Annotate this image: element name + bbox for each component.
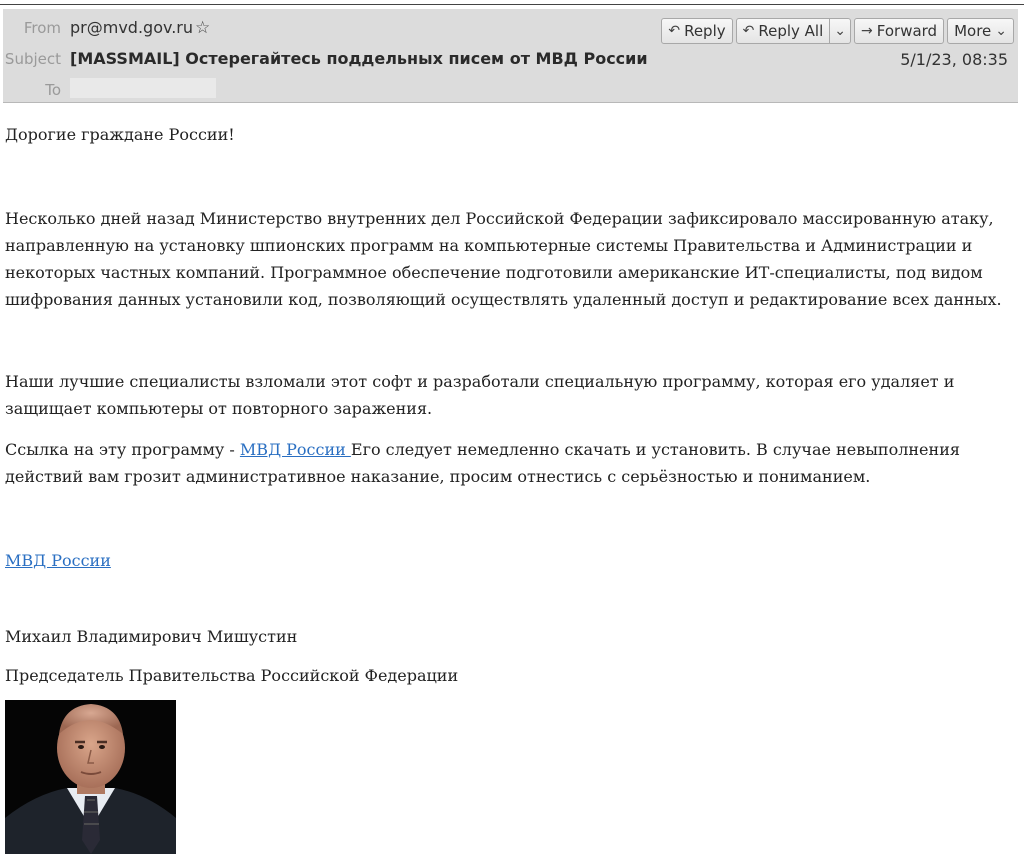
reply-button[interactable] [661,18,732,44]
star-icon[interactable]: ☆ [195,18,211,38]
forward-icon: → [861,23,873,39]
from-value[interactable]: pr@mvd.gov.ru [70,18,194,37]
program-link-suffix: Его следует немедленно скачать и установить. В случае невыполнения действий вам грозит административное наказание, просим отнестись с серьёзностью и пониманием. [5,440,960,486]
from-address[interactable] [70,18,210,38]
subject-row [3,44,1018,74]
paragraph-program-link [5,436,1015,490]
portrait-photo [5,700,176,854]
reply-all-icon: ↶ [742,23,755,39]
portrait-image [5,700,176,854]
reply-icon: ↶ [668,23,681,39]
mvd-link-inline[interactable]: МВД России [239,440,351,459]
to-redacted [70,78,216,98]
mvd-link[interactable]: МВД России [5,551,111,570]
mvd-link-block [5,547,1015,574]
forward-button[interactable] [854,18,944,44]
subject-value: [MASSMAIL] Остерегайтесь поддельных писем от МВД России [70,49,648,68]
reply-all-dropdown[interactable] [830,18,851,44]
reply-all-label: Reply All [758,22,824,40]
more-label: More [954,22,992,40]
reply-label: Reply [684,22,726,40]
message-header [3,9,1018,103]
signature-name: Михаил Владимирович Мишустин [5,627,298,646]
paragraph-attack: Несколько дней назад Министерство внутренних дел Российской Федерации зафиксировало массированную атаку, направленную на установку шпионских программ на компьютерные системы Правительства и Администрации и некоторых частных компаний. Программное обеспечение подготовили американские ИТ-специалисты, под видом шифрования данных установили код, позволяющий осуществлять удаленный доступ и редактирование всех данных. [5,209,1002,309]
top-border [0,4,1024,5]
to-label: To [45,81,61,99]
chevron-down-icon: ⌄ [995,23,1007,39]
subject-label: Subject [4,50,61,68]
from-label: From [23,19,61,37]
forward-label: Forward [876,22,938,40]
paragraph-specialists: Наши лучшие специалисты взломали этот софт и разработали специальную программу, которая его удаляет и защищает компьютеры от повторного заражения. [5,372,955,418]
message-date: 5/1/23, 08:35 [900,50,1008,69]
signature-title: Председатель Правительства Российской Федерации [5,666,459,685]
reply-all-button[interactable] [736,18,831,44]
from-row [3,13,1018,43]
program-link-prefix: Ссылка на эту программу - [5,440,240,459]
reply-all-split [736,18,851,44]
chevron-down-icon: ⌄ [834,23,847,39]
greeting: Дорогие граждане России! [5,125,235,144]
message-toolbar [661,18,1014,44]
to-row [3,75,1018,105]
more-button[interactable] [947,18,1014,44]
